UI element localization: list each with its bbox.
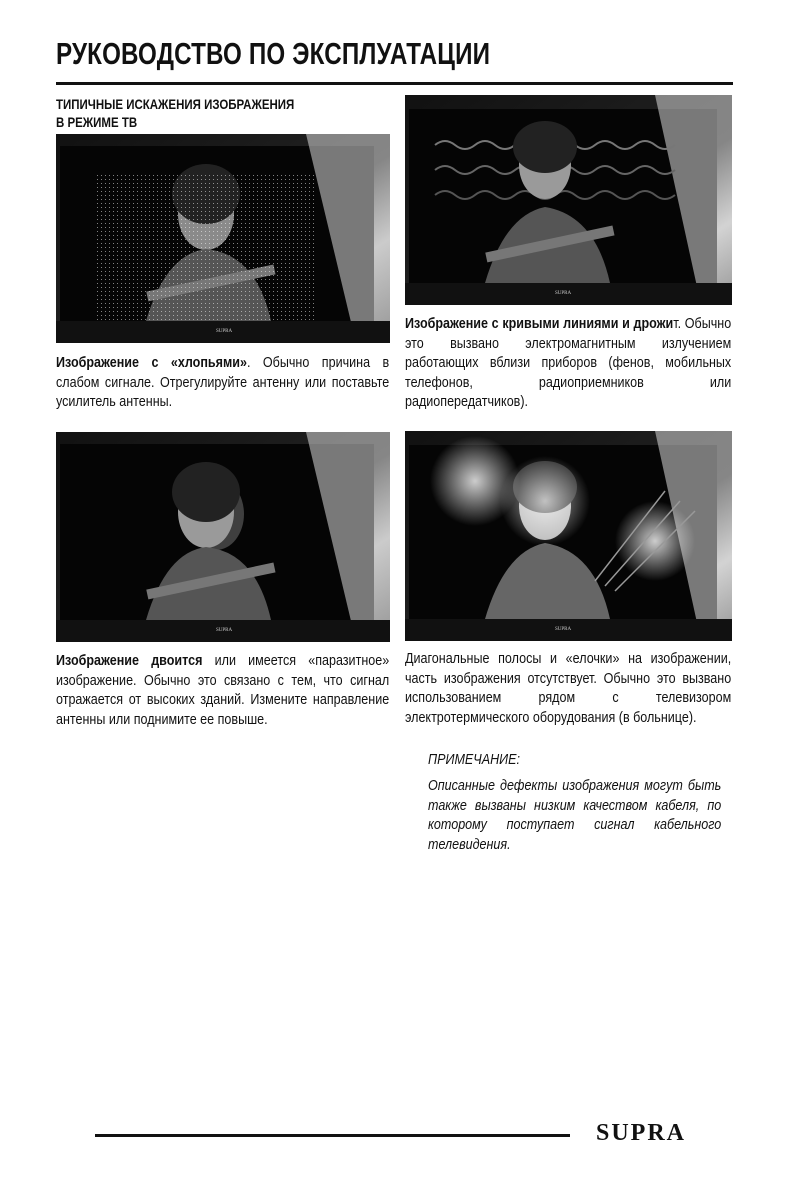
tv-brand-label: SUPRA — [555, 627, 572, 632]
section-heading — [56, 95, 294, 131]
section-heading-line1: ТИПИЧНЫЕ ИСКАЖЕНИЯ ИЗОБРАЖЕНИЯ — [56, 96, 295, 112]
caption-snow-lead: Изображение с «хлопьями» — [56, 355, 247, 371]
tv-image-wavy — [405, 95, 732, 305]
caption-ghost-text: или имеется «паразитное» изображение. Обычно это связано с тем, что сигнал отражается от высоких зданий. Измените направление антенны или поднимите ее повыше. — [56, 653, 390, 728]
tv-image-stripes — [405, 431, 732, 641]
tv-brand-label: SUPRA — [216, 329, 233, 334]
caption-wavy-lead: Изображение с кривыми линиями и дрожи — [405, 316, 674, 332]
tv-brand-label: SUPRA — [555, 291, 572, 296]
caption-wavy-text: т. Обычно это вызвано электромагнитным излучением работающих вблизи приборов (фенов, мобильных телефонов, радиоприемников или радиопередатчиков). — [405, 316, 732, 410]
caption-ghost — [56, 652, 390, 730]
note-text: Описанные дефекты изображения могут быть также вызваны низким качеством кабеля, по которому поступает сигнал кабельного телевидения. — [428, 778, 722, 853]
tv-image-snow — [56, 134, 390, 343]
caption-wavy — [405, 315, 732, 413]
caption-stripes — [405, 650, 732, 728]
caption-stripes-text: Диагональные полосы и «елочки» на изображении, часть изображения отсутствует. Обычно это вызвано использованием рядом с телевизором электротермического оборудования (в больнице). — [405, 651, 732, 726]
caption-snow-text: . Обычно причина в слабом сигнале. Отрегулируйте антенну или поставьте усилитель антенны. — [56, 355, 390, 410]
title-rule — [56, 82, 733, 85]
section-heading-line2: В РЕЖИМЕ ТВ — [56, 114, 138, 130]
tv-brand-label: SUPRA — [216, 628, 233, 633]
page-title: РУКОВОДСТВО ПО ЭКСПЛУАТАЦИИ — [56, 36, 491, 71]
caption-snow — [56, 354, 390, 413]
footer-logo: SUPRA — [596, 1120, 687, 1146]
note-title: ПРИМЕЧАНИЕ: — [428, 752, 520, 768]
caption-ghost-lead: Изображение двоится — [56, 653, 203, 669]
footer-rule — [95, 1134, 570, 1137]
tv-image-ghost — [56, 432, 390, 642]
